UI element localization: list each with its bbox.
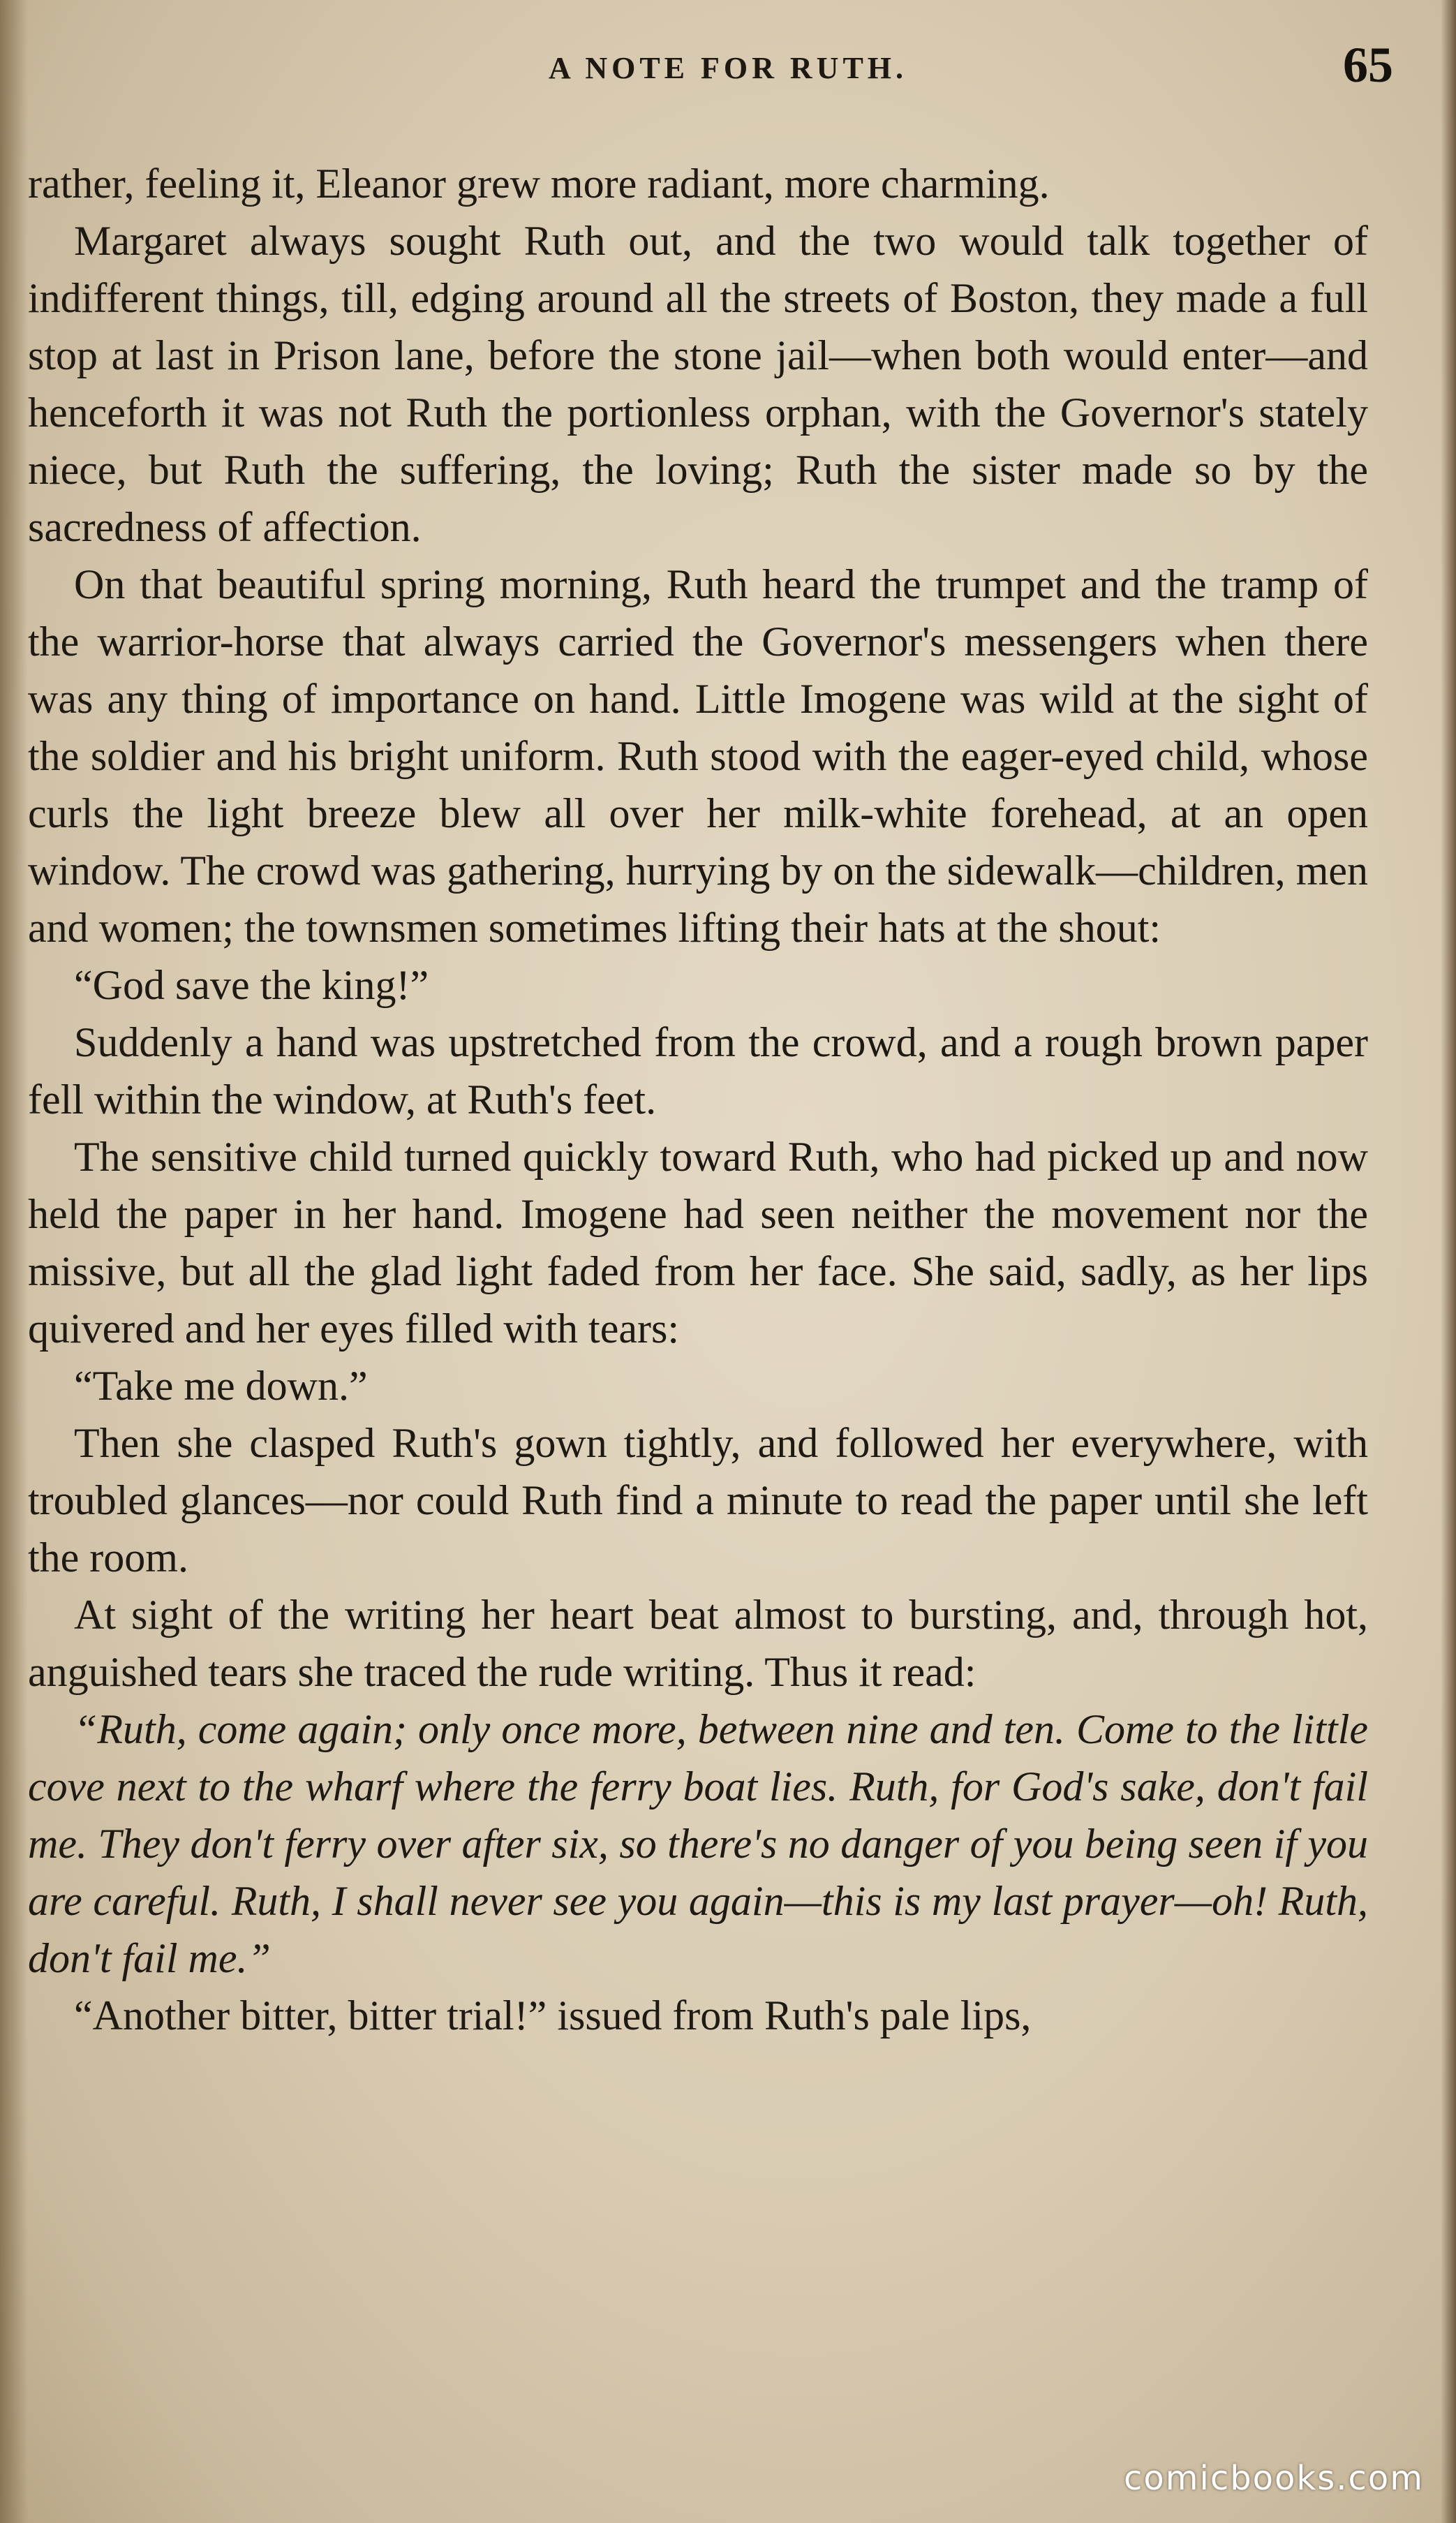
- paragraph: Then she clasped Ruth's gown tightly, and followed her everywhere, with troubled glances—nor could Ruth find a minute to read the paper until she left the room.: [28, 1420, 1368, 1581]
- body-text: [28, 155, 1368, 2044]
- page-edge-shadow: [1441, 0, 1456, 2523]
- paragraph: “Take me down.”: [74, 1363, 368, 1409]
- page-number: 65: [1343, 37, 1393, 93]
- paragraph: “Another bitter, bitter trial!” issued from Ruth's pale lips,: [74, 1992, 1032, 2039]
- paragraph: Margaret always sought Ruth out, and the two would talk together of indifferent things, till, edging around all the streets of Boston, they made a full stop at last in Prison lane, before the stone jail—when both would enter—and henceforth it was not Ruth the portionless orphan, with the Governor's stately niece, but Ruth the suffering, the loving; Ruth the sister made so by the sacredness of affection.: [28, 218, 1368, 550]
- paragraph: rather, feeling it, Eleanor grew more radiant, more charming.: [28, 161, 1050, 207]
- watermark: comicbooks.com: [1123, 2459, 1424, 2498]
- paragraph: “God save the king!”: [74, 962, 429, 1008]
- paragraph: Suddenly a hand was upstretched from the crowd, and a rough brown paper fell within the window, at Ruth's feet.: [28, 1019, 1368, 1123]
- running-title: A NOTE FOR RUTH.: [548, 51, 908, 85]
- paragraph: At sight of the writing her heart beat almost to bursting, and, through hot, anguished tears she traced the rude writing. Thus it read:: [28, 1592, 1368, 1695]
- quoted-letter: “Ruth, come again; only once more, between nine and ten. Come to the little cove next to the wharf where the ferry boat lies. Ruth, for God's sake, don't fail me. They don't ferry over after six, so there's no danger of you being seen if you are careful. Ruth, I shall never see you again—this is my last prayer—oh! Ruth, don't fail me.”: [28, 1706, 1368, 1981]
- paragraph: On that beautiful spring morning, Ruth heard the trumpet and the tramp of the warrior-horse that always carried the Governor's messengers when there was any thing of importance on hand. Little Imogene was wild at the sight of the soldier and his bright uniform. Ruth stood with the eager-eyed child, whose curls the light breeze blew all over her milk-white forehead, at an open window. The crowd was gathering, hurrying by on the sidewalk—children, men and women; the townsmen sometimes lifting their hats at the shout:: [28, 561, 1368, 951]
- paragraph: The sensitive child turned quickly toward Ruth, who had picked up and now held the paper in her hand. Imogene had seen neither the movement nor the missive, but all the glad light faded from her face. She said, sadly, as her lips quivered and her eyes filled with tears:: [28, 1134, 1368, 1352]
- page-gutter-shadow: [0, 0, 28, 2523]
